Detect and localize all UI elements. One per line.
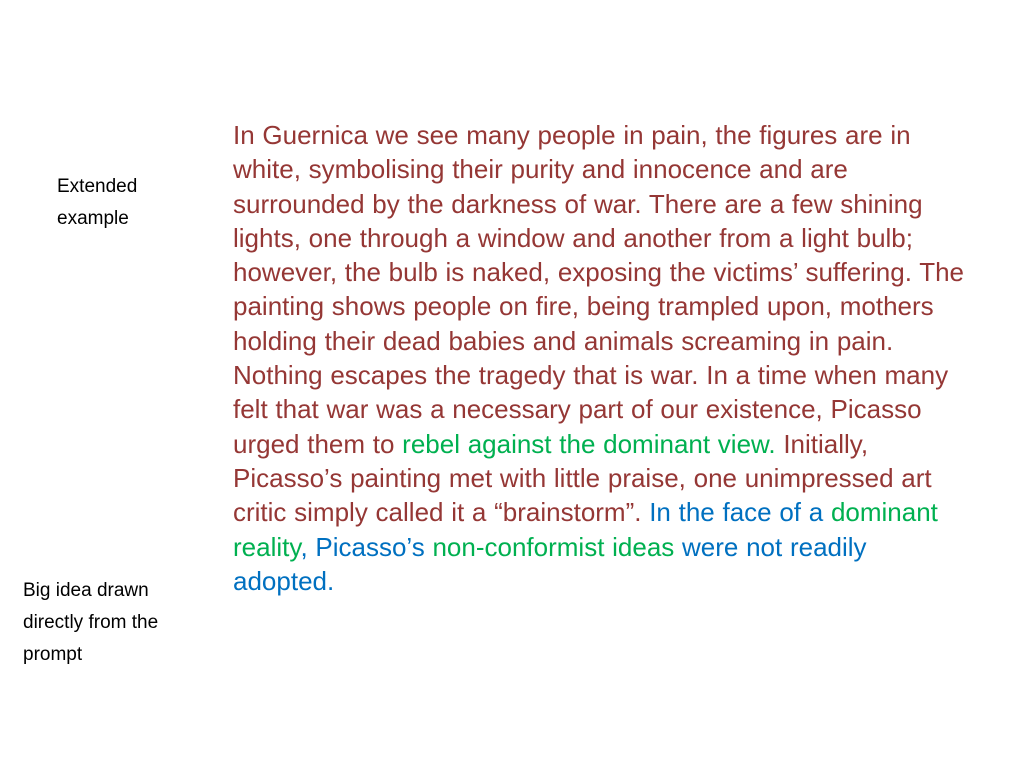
highlight-dominant-reality: dominant reality — [233, 497, 938, 562]
highlight-in-the-face-of: In the face of a — [649, 497, 831, 528]
highlight-not-readily-adopted: were not readily adopted. — [233, 531, 867, 596]
essay-paragraph — [233, 118, 969, 598]
highlight-rebel-dominant-view: rebel against the dominant view. — [402, 428, 776, 459]
highlight-picassos: , Picasso’s — [300, 531, 433, 562]
paragraph-body-text: In Guernica we see many people in pain, the figures are in white, symbolising their purity and innocence and are surrounded by the darkness of war. There are a few shining lights, one through a window and another from a light bulb; however, the bulb is naked, exposing the victims’ suffering. The painting shows people on fire, being trampled upon, mothers holding their dead babies and animals screaming in pain. Nothing escapes the tragedy that is war. In a time when many felt that war was a necessary part of our existence, Picasso urged them to — [233, 120, 964, 459]
extended-example-label: Extended example — [57, 176, 138, 229]
paragraph-body-text-continued: Initially, Picasso’s painting met with little praise, one unimpressed art critic simply called it a “brainstorm”. — [233, 428, 932, 528]
highlight-non-conformist-ideas: non-conformist ideas — [432, 531, 675, 562]
big-idea-label: Big idea drawn directly from the prompt — [23, 580, 159, 665]
